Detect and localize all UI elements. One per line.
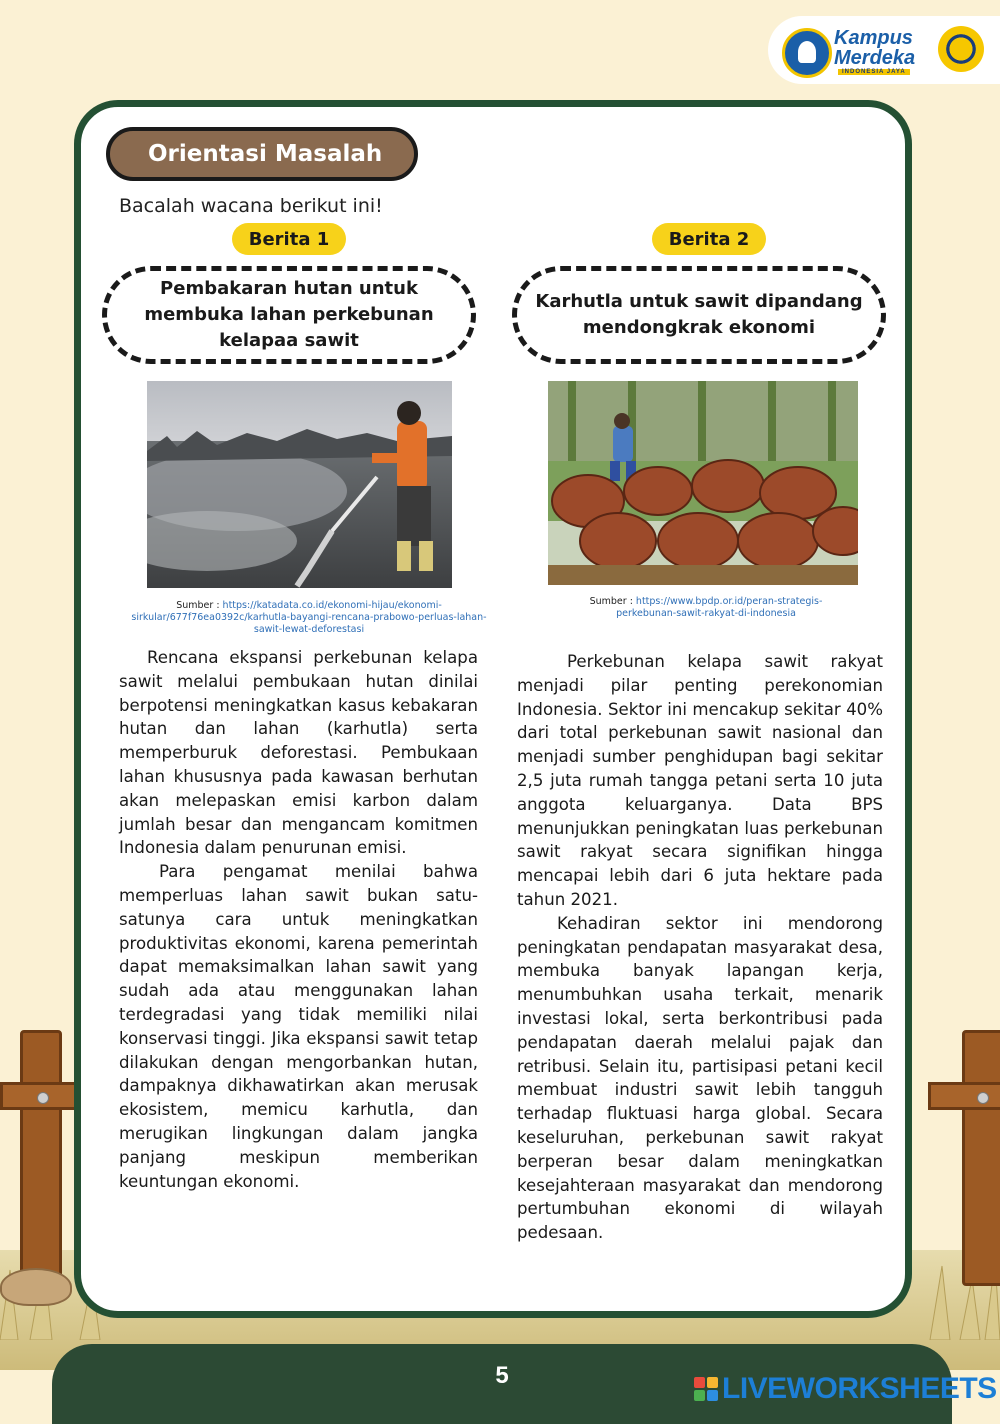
news-2-source-link[interactable]: https://www.bpdp.or.id/peran-strategis-perkebunan-sawit-rakyat-di-indonesia xyxy=(616,596,823,619)
news-1-source xyxy=(128,600,490,636)
liveworksheets-watermark xyxy=(694,1372,997,1406)
news-1-title: Pembakaran hutan untuk membuka lahan perkebunan kelapaa sawit xyxy=(102,266,476,364)
news-1-paragraph-2: Para pengamat menilai bahwa memperluas lahan sawit bukan satu-satunya cara untuk meningkatkan produktivitas ekonomi, karena pemerintah dapat memaksimalkan lahan sawit yang sudah ada atau menggunakan lahan terdegradasi yang tidak memiliki nilai konservasi tinggi. Jika ekspansi sawit tetap dilakukan dengan mengorbankan hutan, dampaknya dikhawatirkan akan merusak ekosistem, memicu karhutla, dan merugikan lingkungan dalam jangka panjang meskipun memberikan keuntungan ekonomi. xyxy=(119,862,478,1191)
news-2-photo xyxy=(548,381,858,585)
watermark-text: LIVEWORKSHEETS xyxy=(722,1372,997,1405)
logo-tagline: INDONESIA JAYA xyxy=(838,69,910,75)
tut-wuri-emblem-icon xyxy=(782,28,832,78)
news-1-badge: Berita 1 xyxy=(232,223,346,255)
news-2-source-label: Sumber : xyxy=(589,596,636,607)
fence-post-left xyxy=(20,1030,62,1286)
university-seal-icon xyxy=(938,26,984,72)
news-1-source-link[interactable]: https://katadata.co.id/ekonomi-hijau/ekonomi-sirkular/677f76ea0392c/karhutla-bayangi-rencana-prabowo-perluas-lahan-sawit-lewat-deforestasi xyxy=(131,600,487,635)
news-1-source-label: Sumber : xyxy=(176,600,223,611)
rock-decoration xyxy=(0,1268,72,1306)
fence-bolt-icon xyxy=(37,1092,49,1104)
page-number: 5 xyxy=(495,1362,509,1389)
news-2-source xyxy=(580,596,832,620)
section-heading: Orientasi Masalah xyxy=(106,127,418,181)
liveworksheets-logo-icon xyxy=(694,1377,718,1401)
kampus-merdeka-logo xyxy=(768,16,1000,84)
logo-line2: Merdeka xyxy=(834,47,916,69)
intro-text: Bacalah wacana berikut ini! xyxy=(119,195,383,217)
logo-line1: Kampus xyxy=(834,27,913,49)
fence-rail-right xyxy=(928,1082,1000,1110)
news-1-body xyxy=(119,646,478,1193)
logo-wordmark xyxy=(834,28,915,68)
palm-harvest-photo-illustration xyxy=(548,381,858,585)
news-2-paragraph-1: Perkebunan kelapa sawit rakyat menjadi pilar penting perekonomian Indonesia. Sektor ini mencakup sekitar 40% dari total perkebunan sawit nasional dan menjadi sumber penghidupan bagi sekitar 2,5 juta rumah tangga petani serta 10 juta anggota keluarganya. Data BPS menunjukkan peningkatan luas perkebunan sawit rakyat secara signifikan hingga mencapai lebih dari 6 juta hektare pada tahun 2021. xyxy=(517,652,883,909)
firefighter-photo-illustration xyxy=(147,381,452,588)
news-2-paragraph-2: Kehadiran sektor ini mendorong peningkatan pendapatan masyarakat desa, membuka banyak lapangan kerja, menumbuhkan usaha terkait, menarik investasi lokal, serta berkontribusi pada pendapatan daerah melalui pajak dan retribusi. Selain itu, partisipasi petani kecil membuat industri sawit lebih tangguh terhadap fluktuasi harga global. Secara keseluruhan, perkebunan sawit rakyat berperan besar dalam meningkatkan kesejahteraan masyarakat dan mendorong pertumbuhan ekonomi di wilayah pedesaan. xyxy=(517,913,883,1243)
fence-post-right xyxy=(962,1030,1000,1286)
news-1-photo xyxy=(147,381,452,588)
fence-bolt-icon xyxy=(977,1092,989,1104)
news-2-title: Karhutla untuk sawit dipandang mendongkrak ekonomi xyxy=(512,266,886,364)
news-2-badge: Berita 2 xyxy=(652,223,766,255)
news-2-body xyxy=(517,650,883,1245)
news-1-paragraph-1: Rencana ekspansi perkebunan kelapa sawit melalui pembukaan hutan dinilai berpotensi meningkatkan kasus kebakaran hutan dan lahan (karhutla) serta memperburuk deforestasi. Pembukaan lahan khususnya pada kawasan berhutan akan melepaskan emisi karbon dalam jumlah besar dan mengancam komitmen Indonesia dalam penurunan emisi. xyxy=(119,648,478,858)
